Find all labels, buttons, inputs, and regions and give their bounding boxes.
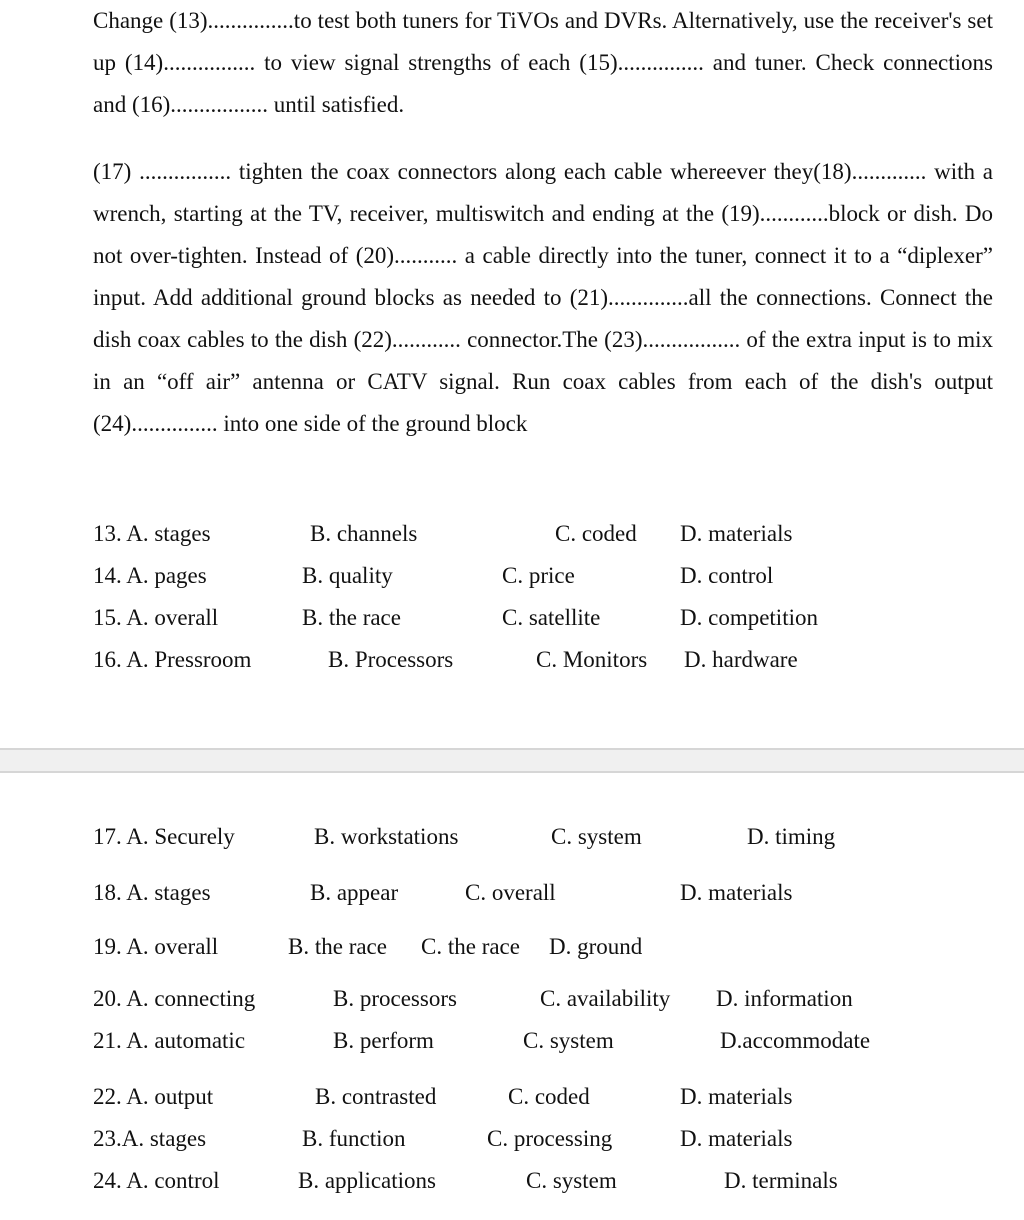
question-17-option-c: C. system: [551, 824, 642, 849]
question-21-option-b: B. perform: [333, 1028, 434, 1053]
question-23-option-d: D. materials: [680, 1126, 793, 1151]
question-13-option-b: B. channels: [310, 521, 418, 546]
question-16: [0, 645, 1024, 675]
question-15-option-a: 15. A. overall: [93, 605, 219, 630]
question-21: [0, 1026, 1024, 1056]
question-16-option-d: D. hardware: [684, 647, 798, 672]
question-17-option-b: B. workstations: [314, 824, 459, 849]
question-15: [0, 603, 1024, 633]
question-17-option-d: D. timing: [747, 824, 836, 849]
question-18-option-d: D. materials: [680, 880, 793, 905]
question-23-option-a: 23.A. stages: [93, 1126, 207, 1151]
question-17-option-a: 17. A. Securely: [93, 824, 235, 849]
question-20: [0, 984, 1024, 1014]
question-23-option-b: B. function: [302, 1126, 406, 1151]
page-divider: [0, 748, 1024, 773]
question-20-option-a: 20. A. connecting: [93, 986, 256, 1011]
question-20-option-c: C. availability: [540, 986, 671, 1011]
question-18-option-b: B. appear: [310, 880, 399, 905]
question-19-option-a: 19. A. overall: [93, 934, 219, 959]
passage-paragraph-1: Change (13)...............to test both tuners for TiVOs and DVRs. Alternatively, use the receiver's set up (14)................ to view signal strengths of each (15)............... and tuner. Check connections and (16)................. until satisfied.: [93, 8, 993, 117]
question-21-option-a: 21. A. automatic: [93, 1028, 246, 1053]
passage-paragraph-2: (17) ................ tighten the coax connectors along each cable whereever they(18)............. with a wrench, starting at the TV, receiver, multiswitch and ending at the (19)............block or dish. Do not over-tighten. Instead of (20)........... a cable directly into the tuner, connect it to a “diplexer” input. Add additional ground blocks as needed to (21)..............all the connections. Connect the dish coax cables to the dish (22)............ connector.The (23)................. of the extra input is to mix in an “off air” antenna or CATV signal. Run coax cables from each of the dish's output (24)............... into one side of the ground block: [93, 159, 993, 436]
question-13: [0, 519, 1024, 549]
question-15-option-c: C. satellite: [502, 605, 601, 630]
question-15-option-d: D. competition: [680, 605, 818, 630]
question-14: [0, 561, 1024, 591]
question-13-option-d: D. materials: [680, 521, 793, 546]
question-13-option-c: C. coded: [555, 521, 637, 546]
question-24-option-c: C. system: [526, 1168, 617, 1193]
question-22-option-a: 22. A. output: [93, 1084, 214, 1109]
question-21-option-c: C. system: [523, 1028, 614, 1053]
question-20-option-b: B. processors: [333, 986, 457, 1011]
question-24-option-a: 24. A. control: [93, 1168, 220, 1193]
question-16-option-c: C. Monitors: [536, 647, 648, 672]
question-18-option-a: 18. A. stages: [93, 880, 211, 905]
question-16-option-a: 16. A. Pressroom: [93, 647, 252, 672]
question-24-option-d: D. terminals: [724, 1168, 838, 1193]
question-22-option-d: D. materials: [680, 1084, 793, 1109]
question-18-option-c: C. overall: [465, 880, 556, 905]
question-22: [0, 1082, 1024, 1112]
question-13-option-a: 13. A. stages: [93, 521, 211, 546]
question-23: [0, 1124, 1024, 1154]
question-14-option-c: C. price: [502, 563, 575, 588]
question-16-option-b: B. Processors: [328, 647, 454, 672]
question-14-option-d: D. control: [680, 563, 774, 588]
question-19-option-b: B. the race: [288, 934, 387, 959]
question-22-option-c: C. coded: [508, 1084, 590, 1109]
question-22-option-b: B. contrasted: [315, 1084, 437, 1109]
question-20-option-d: D. information: [716, 986, 853, 1011]
question-15-option-b: B. the race: [302, 605, 401, 630]
question-17: [0, 822, 1024, 852]
question-19-option-d: D. ground: [549, 934, 643, 959]
question-24: [0, 1166, 1024, 1196]
question-19: [0, 932, 1024, 962]
question-24-option-b: B. applications: [298, 1168, 436, 1193]
question-21-option-d: D.accommodate: [720, 1028, 871, 1053]
question-18: [0, 878, 1024, 908]
question-19-option-c: C. the race: [421, 934, 520, 959]
question-14-option-b: B. quality: [302, 563, 393, 588]
question-14-option-a: 14. A. pages: [93, 563, 207, 588]
question-23-option-c: C. processing: [487, 1126, 613, 1151]
